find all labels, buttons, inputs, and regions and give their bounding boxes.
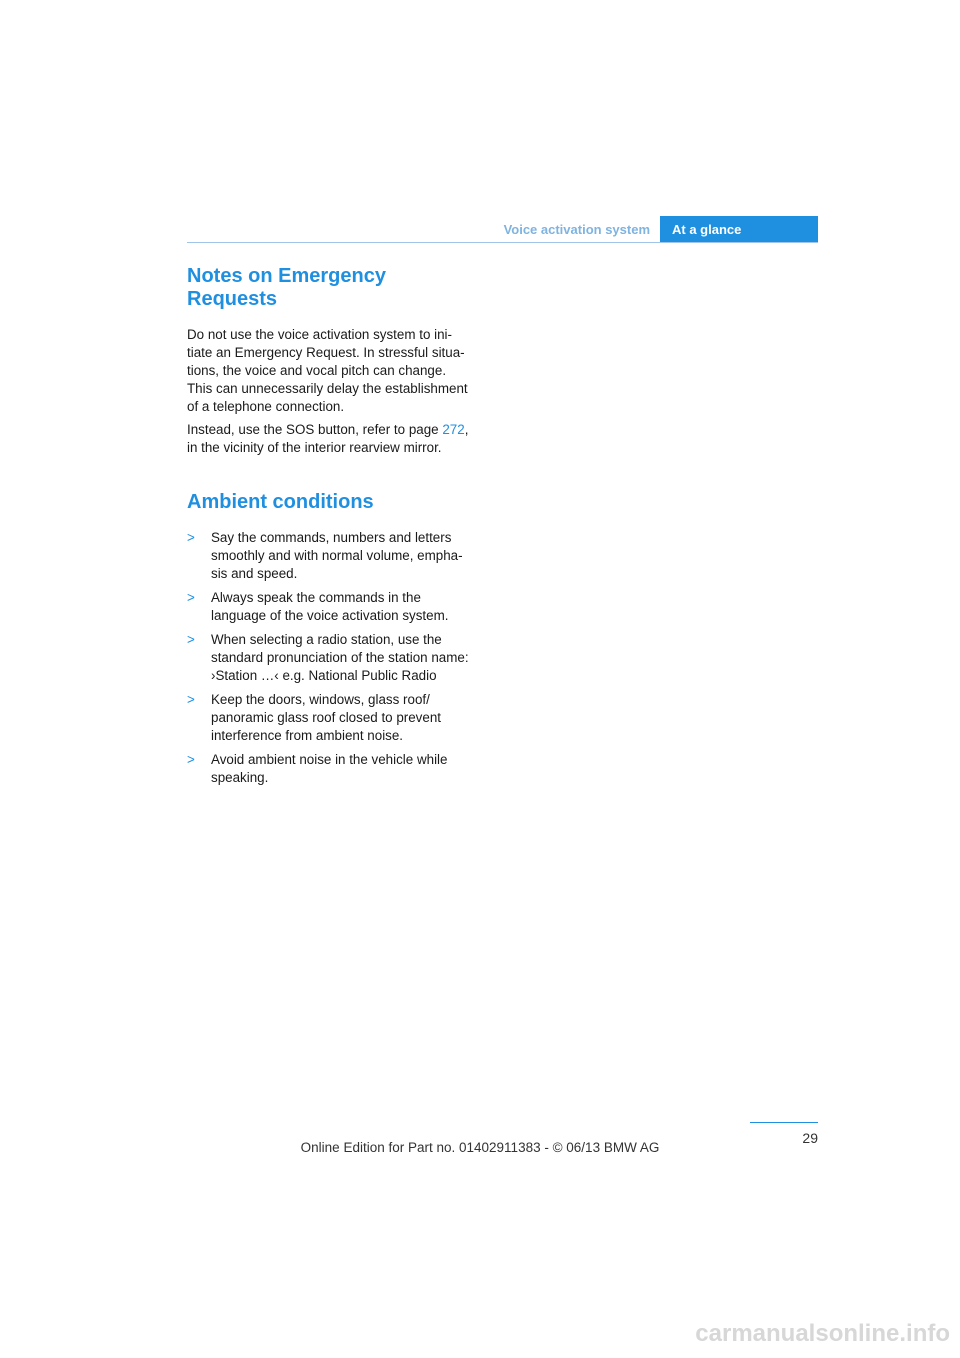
bullet-marker: > [187,692,195,707]
list-item-text: Always speak the commands in the language of the voice activation system. [211,590,449,623]
heading-line-1: Notes on Emergency [187,265,386,287]
header-section-title: Voice activation system [503,222,650,237]
heading-line-2: Requests [187,288,278,310]
bullet-marker: > [187,632,195,647]
page-number: 29 [802,1130,818,1146]
bullet-marker: > [187,590,195,605]
emergency-paragraph-1: Do not use the voice activation system to ini- tiate an Emergency Request. In stressful situa- tions, the voice and vocal pitch can change. This can unnecessarily delay the establishment of a telephone connection. [187,327,468,414]
emergency-paragraph-2 [187,421,487,457]
section-heading-emergency [187,265,487,311]
ambient-list [187,529,487,787]
list-item [187,691,487,745]
list-item [187,589,487,625]
bullet-marker: > [187,752,195,767]
list-item-text: Keep the doors, windows, glass roof/ panoramic glass roof closed to prevent interference from ambient noise. [211,692,441,743]
main-column [187,265,487,787]
para2-text: Instead, use the SOS button, refer to page [187,422,443,437]
list-item [187,631,487,685]
running-header [187,216,818,243]
watermark: carmanualsonline.info [695,1320,950,1347]
list-item-text: When selecting a radio station, use the standard pronunciation of the station name: ›Station …‹ e.g. National Public Radio [211,632,469,683]
list-item [187,529,487,583]
list-item-text: Say the commands, numbers and letters smoothly and with normal volume, empha- sis and speed. [211,530,463,581]
para2-text-end: , in the vicinity of the interior rearview mirror. [187,422,469,455]
header-divider [187,242,818,243]
header-chapter-tab: At a glance [660,216,818,243]
list-item-text: Avoid ambient noise in the vehicle while speaking. [211,752,448,785]
page-reference-link[interactable]: 272 [442,422,465,437]
section-heading-ambient: Ambient conditions [187,491,374,513]
list-item [187,751,487,787]
page-number-rule [750,1122,818,1123]
bullet-marker: > [187,530,195,545]
footer-edition-note: Online Edition for Part no. 01402911383 - © 06/13 BMW AG [300,1140,660,1155]
